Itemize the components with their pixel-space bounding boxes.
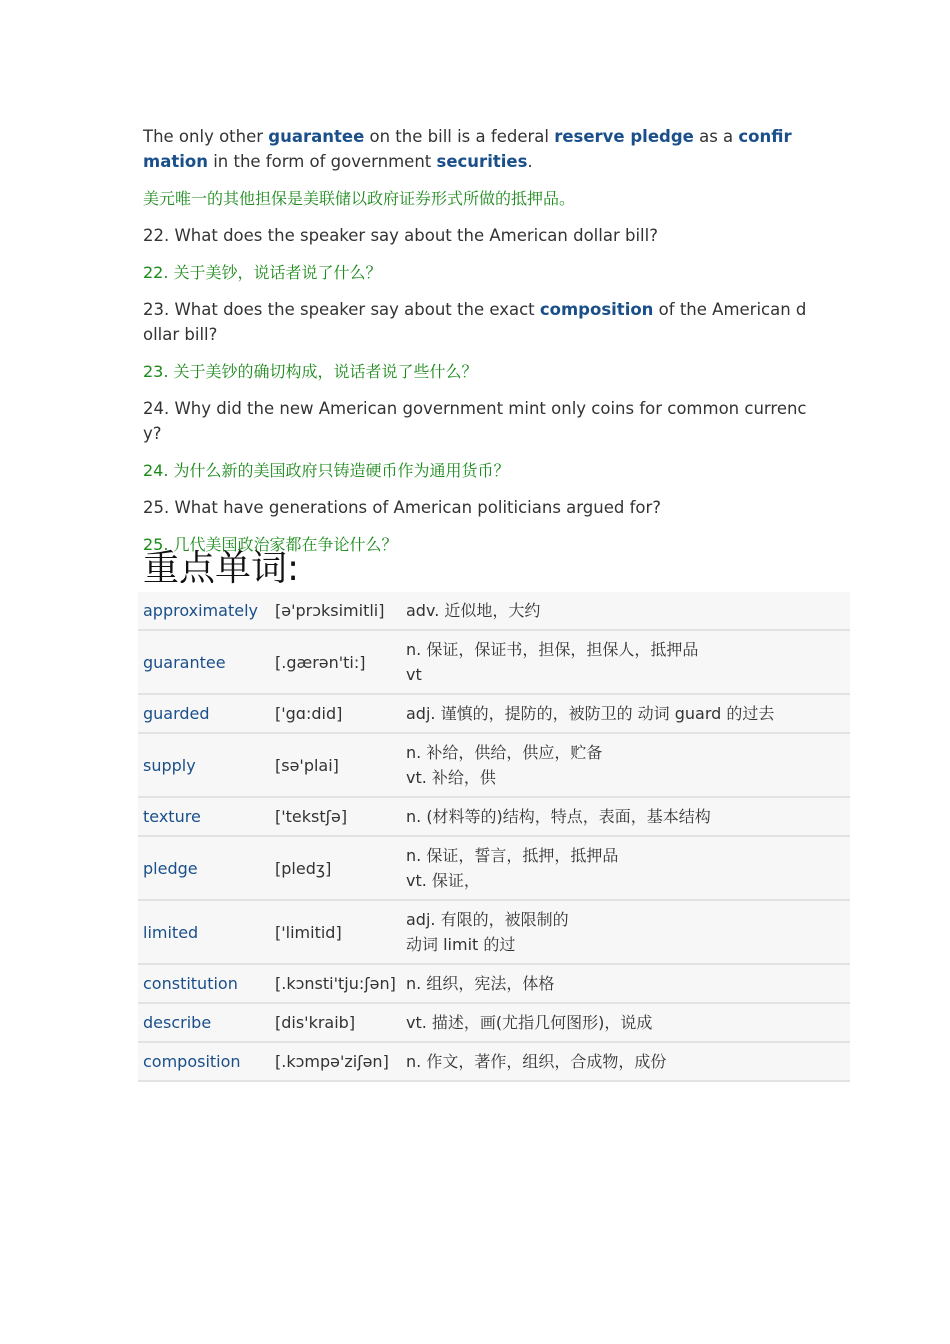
vocab-row bbox=[138, 964, 850, 1003]
definition-line: n. (材料等的)结构，特点，表面，基本结构 bbox=[406, 807, 711, 826]
vocab-word: approximately bbox=[138, 592, 270, 630]
vocab-table bbox=[138, 592, 850, 1082]
vocab-row bbox=[138, 836, 850, 900]
definition-line: adv. 近似地，大约 bbox=[406, 601, 541, 620]
vocab-word: limited bbox=[138, 900, 270, 964]
keyword-securities: securities bbox=[436, 152, 528, 171]
vocab-phonetic: [.gærən'ti:] bbox=[270, 630, 401, 694]
definition-line: adj. 有限的，被限制的 bbox=[406, 910, 569, 929]
vocab-phonetic: ['limitid] bbox=[270, 900, 401, 964]
question-24: 24. Why did the new American government mint only coins for common currency? bbox=[143, 399, 807, 443]
vocab-definition bbox=[401, 694, 850, 733]
vocab-definition bbox=[401, 964, 850, 1003]
text-run: The only other bbox=[143, 127, 269, 146]
vocab-phonetic: ['tekstʃə] bbox=[270, 797, 401, 836]
text-run: 23. What does the speaker say about the exact bbox=[143, 300, 540, 319]
vocab-row bbox=[138, 733, 850, 797]
question-25-translation: 25. 几代美国政治家都在争论什么？ bbox=[143, 535, 398, 554]
vocab-row bbox=[138, 1042, 850, 1081]
document-body bbox=[143, 124, 808, 569]
definition-line: 动词 limit 的过 bbox=[406, 935, 516, 954]
vocab-phonetic: [pledʒ] bbox=[270, 836, 401, 900]
question-22-translation: 22. 关于美钞，说话者说了什么？ bbox=[143, 263, 382, 282]
keyword-composition: composition bbox=[539, 300, 654, 319]
definition-line: vt bbox=[406, 665, 422, 684]
keyword-reserve-pledge: reserve pledge bbox=[554, 127, 694, 146]
sentence-paragraph bbox=[143, 124, 808, 174]
text-run: as a bbox=[693, 127, 739, 146]
text-run: in the form of government bbox=[207, 152, 437, 171]
definition-line: n. 作文，著作，组织，合成物，成份 bbox=[406, 1052, 667, 1071]
sentence-translation: 美元唯一的其他担保是美联储以政府证券形式所做的抵押品。 bbox=[143, 189, 576, 208]
definition-line: n. 组织，宪法，体格 bbox=[406, 974, 555, 993]
question-24-translation: 24. 为什么新的美国政府只铸造硬币作为通用货币？ bbox=[143, 461, 510, 480]
vocab-row bbox=[138, 1003, 850, 1042]
vocab-definition bbox=[401, 733, 850, 797]
definition-line: vt. 补给，供 bbox=[406, 768, 496, 787]
definition-line: adj. 谨慎的，提防的，被防卫的 动词 guard 的过去 bbox=[406, 704, 775, 723]
vocab-word: supply bbox=[138, 733, 270, 797]
vocab-definition bbox=[401, 797, 850, 836]
vocab-heading: 重点单词: bbox=[143, 548, 300, 589]
vocab-word: constitution bbox=[138, 964, 270, 1003]
definition-line: n. 保证，誓言，抵押，抵押品 bbox=[406, 846, 619, 865]
vocab-word: composition bbox=[138, 1042, 270, 1081]
vocab-table-body bbox=[138, 592, 850, 1081]
vocab-phonetic: [.kɔnsti'tju:ʃən] bbox=[270, 964, 401, 1003]
vocab-row bbox=[138, 900, 850, 964]
vocab-definition bbox=[401, 1042, 850, 1081]
definition-line: n. 保证，保证书，担保，担保人，抵押品 bbox=[406, 640, 699, 659]
vocab-word: texture bbox=[138, 797, 270, 836]
vocab-word: pledge bbox=[138, 836, 270, 900]
vocab-phonetic: [sə'plai] bbox=[270, 733, 401, 797]
vocab-phonetic: ['gɑ:did] bbox=[270, 694, 401, 733]
question-23-translation: 23. 关于美钞的确切构成，说话者说了些什么？ bbox=[143, 362, 478, 381]
keyword-confirmation: confirmation bbox=[143, 127, 792, 171]
vocab-row bbox=[138, 797, 850, 836]
vocab-definition bbox=[401, 836, 850, 900]
text-run: . bbox=[527, 152, 533, 171]
question-25: 25. What have generations of American politicians argued for? bbox=[143, 498, 662, 517]
question-23 bbox=[143, 297, 808, 347]
vocab-phonetic: [.kɔmpə'ziʃən] bbox=[270, 1042, 401, 1081]
vocab-definition bbox=[401, 1003, 850, 1042]
keyword-guarantee: guarantee bbox=[268, 127, 365, 146]
vocab-definition bbox=[401, 630, 850, 694]
vocab-phonetic: [dis'kraib] bbox=[270, 1003, 401, 1042]
vocab-definition bbox=[401, 900, 850, 964]
vocab-word: describe bbox=[138, 1003, 270, 1042]
vocab-row bbox=[138, 630, 850, 694]
text-run: on the bill is a federal bbox=[364, 127, 555, 146]
vocab-row bbox=[138, 694, 850, 733]
definition-line: vt. 描述，画(尤指几何图形)，说成 bbox=[406, 1013, 653, 1032]
question-22: 22. What does the speaker say about the American dollar bill? bbox=[143, 226, 658, 245]
definition-line: n. 补给，供给，供应，贮备 bbox=[406, 743, 603, 762]
vocab-phonetic: [ə'prɔksimitli] bbox=[270, 592, 401, 630]
definition-line: vt. 保证， bbox=[406, 871, 480, 890]
vocab-word: guarantee bbox=[138, 630, 270, 694]
vocab-word: guarded bbox=[138, 694, 270, 733]
vocab-row bbox=[138, 592, 850, 630]
vocab-definition bbox=[401, 592, 850, 630]
text-run: of the American dollar bill? bbox=[143, 300, 807, 344]
